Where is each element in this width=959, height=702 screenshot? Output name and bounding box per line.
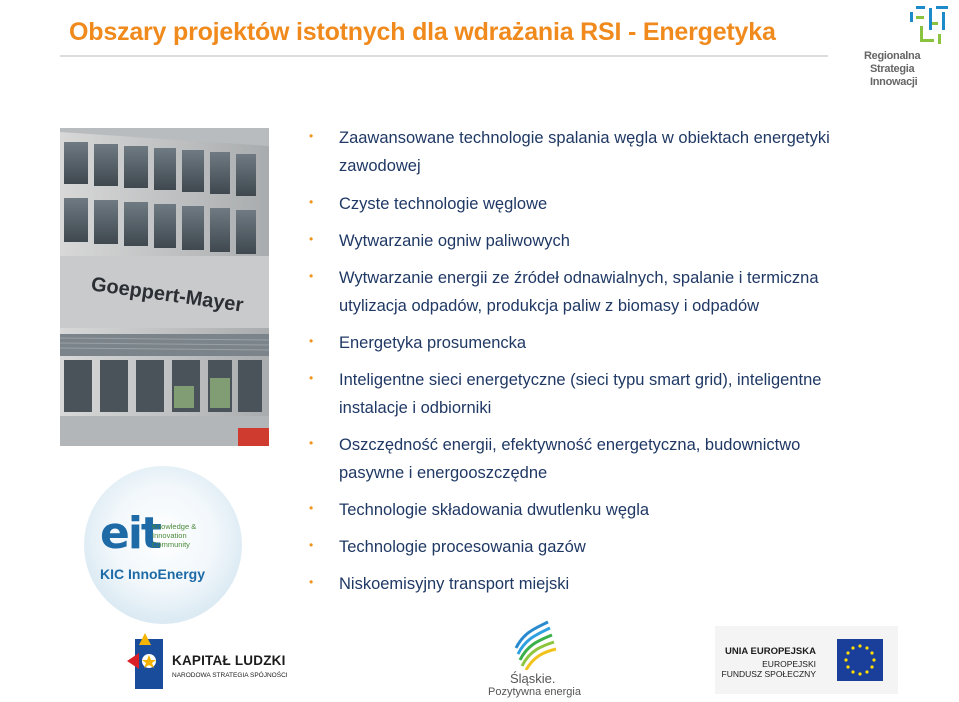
bullet-icon: • <box>309 334 314 348</box>
rsi-logo-line1: Regionalna <box>864 50 921 62</box>
list-item-line1: Technologie składowania dwutlenku węgla <box>339 501 650 519</box>
eit-tagline-line2: Innovation <box>152 531 187 540</box>
list-item-line1: Technologie procesowania gazów <box>339 538 586 556</box>
list-item <box>306 227 906 255</box>
bullet-icon: • <box>309 232 314 246</box>
rsi-logo-mark-icon <box>908 4 952 48</box>
bullet-icon: • <box>309 129 314 143</box>
eu-fund-line1: EUROPEJSKI <box>762 659 816 669</box>
list-item <box>306 124 906 180</box>
list-item-line2: zawodowej <box>339 157 421 175</box>
bullet-icon: • <box>309 371 314 385</box>
rsi-logo-line2: Strategia <box>870 63 915 75</box>
kapital-ludzki-emblem-icon <box>125 631 169 693</box>
slaskie-logo <box>480 618 584 702</box>
eit-tagline-line1: Knowledge & <box>152 522 197 531</box>
slaskie-name: Śląskie. <box>510 671 556 686</box>
building-photo <box>60 128 269 446</box>
list-item-line2: utylizacja odpadów, produkcja paliw z biomasy i odpadów <box>339 297 760 315</box>
rsi-logo <box>862 4 954 94</box>
list-item <box>306 366 906 422</box>
kapital-ludzki-name: KAPITAŁ LUDZKI <box>172 653 286 668</box>
list-item <box>306 431 906 487</box>
list-item-line1: Wytwarzanie energii ze źródeł odnawialnych, spalanie i termiczna <box>339 269 819 287</box>
building-photo-image <box>60 128 269 446</box>
list-item-line1: Czyste technologie węglowe <box>339 195 548 213</box>
energy-topics-list <box>306 124 906 607</box>
bullet-icon: • <box>309 195 314 209</box>
list-item <box>306 190 906 218</box>
list-item <box>306 570 906 598</box>
bullet-icon: • <box>309 538 314 552</box>
eu-fund-line2: FUNDUSZ SPOŁECZNY <box>721 669 816 679</box>
list-item-line2: instalacje i odbiorniki <box>339 399 492 417</box>
list-item <box>306 533 906 561</box>
list-item-line1: Zaawansowane technologie spalania węgla w obiektach energetyki <box>339 129 830 147</box>
list-item <box>306 329 906 357</box>
list-item-line1: Inteligentne sieci energetyczne (sieci typu smart grid), inteligentne <box>339 371 822 389</box>
list-item <box>306 264 906 320</box>
slide-title: Obszary projektów istotnych dla wdrażania RSI - Energetyka <box>69 18 776 46</box>
slaskie-wave-icon <box>480 618 584 670</box>
list-item-line1: Niskoemisyjny transport miejski <box>339 575 570 593</box>
kapital-ludzki-logo <box>125 631 300 693</box>
title-divider <box>60 55 828 57</box>
list-item-line1: Energetyka prosumencka <box>339 334 527 352</box>
list-item <box>306 496 906 524</box>
eu-name: UNIA EUROPEJSKA <box>725 646 816 657</box>
eit-tagline-line3: Community <box>152 540 190 549</box>
bullet-icon: • <box>309 501 314 515</box>
eit-kic-innoenergy-logo <box>84 466 242 624</box>
bullet-icon: • <box>309 269 314 283</box>
eu-social-fund-logo <box>715 626 898 694</box>
building-sign-text: Goeppert-Mayer <box>89 273 245 317</box>
kapital-ludzki-subtitle: NARODOWA STRATEGIA SPÓJNOŚCI <box>172 672 288 679</box>
eit-name: KIC InnoEnergy <box>100 566 206 582</box>
list-item-line2: pasywne i energooszczędne <box>339 464 548 482</box>
eit-letters: eit <box>100 508 160 559</box>
eu-flag-icon <box>837 639 883 681</box>
bullet-icon: • <box>309 436 314 450</box>
eit-tagline <box>152 522 196 549</box>
bullet-icon: • <box>309 575 314 589</box>
list-item-line1: Oszczędność energii, efektywność energetyczna, budownictwo <box>339 436 801 454</box>
rsi-logo-text <box>864 50 920 89</box>
slaskie-tagline: Pozytywna energia <box>488 686 581 698</box>
list-item-line1: Wytwarzanie ogniw paliwowych <box>339 232 570 250</box>
rsi-logo-line3: Innowacji <box>870 76 918 88</box>
